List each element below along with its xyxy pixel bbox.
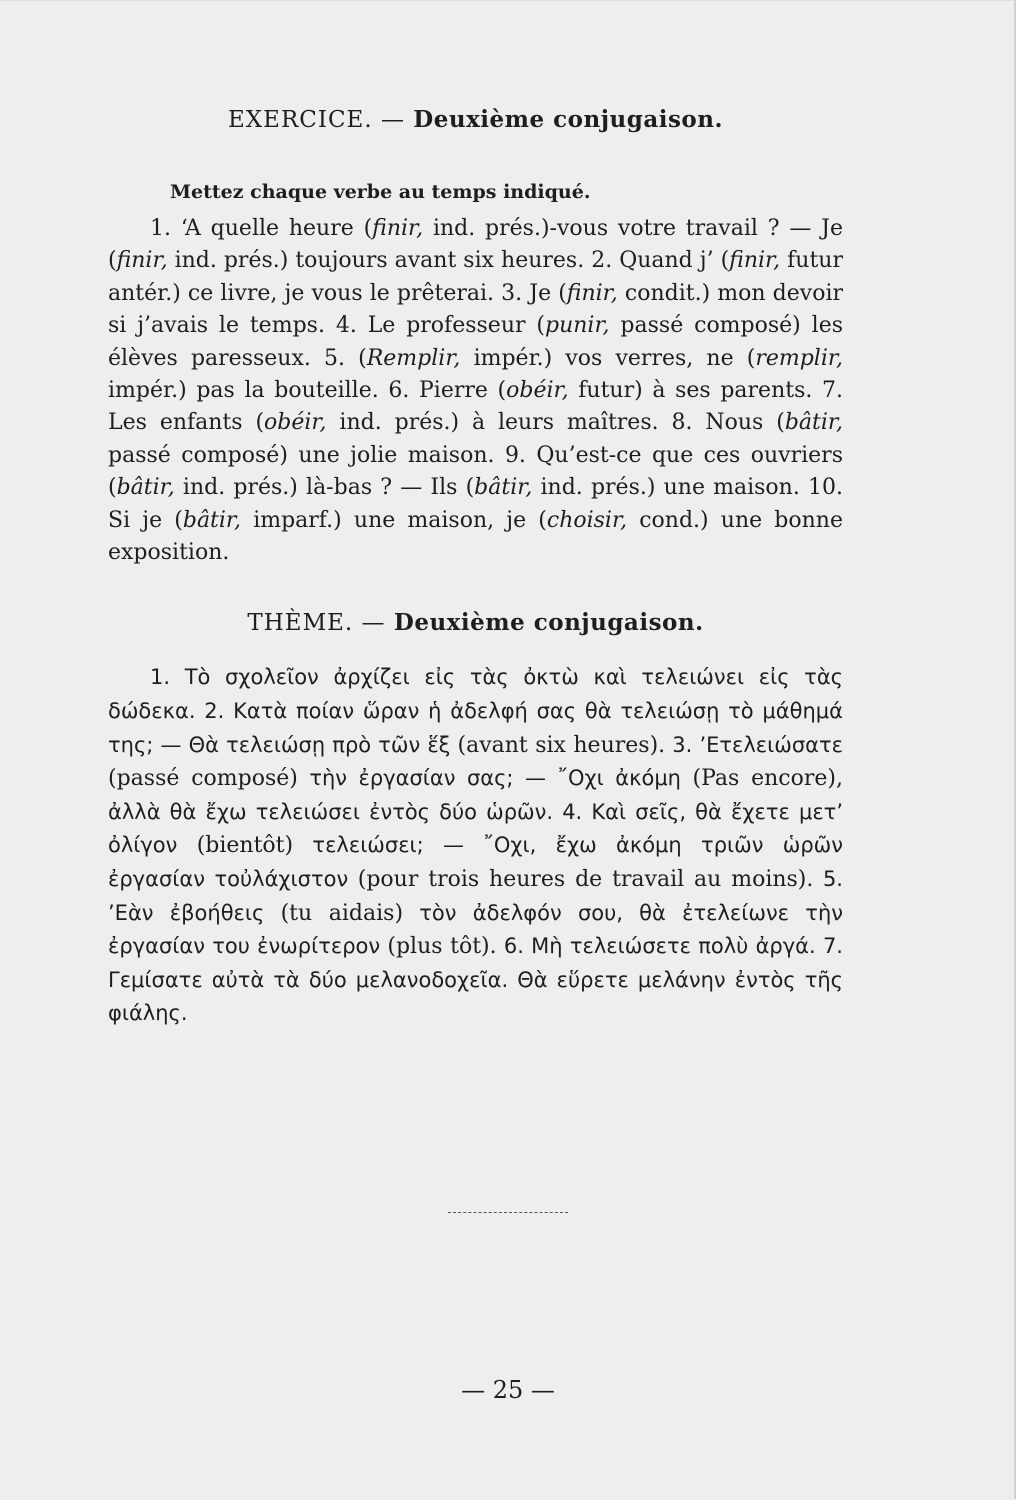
section-divider	[448, 1212, 568, 1213]
theme-segment: (bientôt)	[196, 833, 294, 859]
exercise-segment: bâtir,	[182, 507, 242, 533]
exercise-segment: futur antér.) ce livre, je vous le prêterai. 3. Je (	[108, 248, 843, 306]
theme-segment: ἀλλὰ θὰ ἔχω τελειώσει ἐντὸς δύο ὡρῶν. 4. Καὶ σεῖς, θὰ ἔχετε μετ’ ὀλίγον	[108, 799, 843, 858]
exercise-segment: futur) à ses parents. 7. Les enfants (	[108, 378, 843, 436]
exercise-segment: passé composé) une jolie maison. 9. Qu’est-ce que ces ouvriers (	[108, 442, 843, 501]
exercise-segment: punir,	[544, 313, 610, 339]
exercise-segment: choisir,	[546, 507, 628, 533]
exercise-segment: obéir,	[264, 410, 327, 436]
theme-segment: 3. ’Ετελειώσατε	[665, 732, 843, 757]
exercise-segment: imparf.) une maison, je (	[241, 507, 547, 533]
theme-segment: (pour trois heures de travail au moins).	[357, 867, 814, 893]
exercise-title-prefix: EXERCICE. —	[228, 107, 414, 133]
theme-segment: τὴν ἐργασίαν σας; — ῎Οχι ἀκόμη	[297, 766, 693, 791]
theme-segment: 5. ’Εὰν ἐβοήθεις	[108, 867, 843, 925]
theme-title-bold: Deuxième conjugaison.	[393, 609, 704, 637]
theme-segment: (plus tôt).	[387, 934, 497, 960]
exercise-segment: ind. prés.)-vous votre travail ? — Je (	[108, 216, 843, 274]
exercise-segment: finir,	[729, 248, 781, 274]
exercise-segment: ind. prés.) là-bas ? — Ils (	[174, 475, 475, 501]
exercise-segment: cond.) une bonne exposition.	[108, 507, 843, 566]
exercise-segment: Remplir,	[366, 345, 461, 371]
exercise-segment: remplir,	[755, 345, 843, 371]
exercise-segment: bâtir,	[784, 410, 843, 436]
theme-segment: τὸν ἀδελφόν σου, θὰ ἐτελείωνε τὴν ἐργασίαν του ἐνωρίτερον	[108, 900, 843, 959]
exercise-segment: finir,	[566, 280, 618, 306]
exercise-segment: passé composé) les élèves paresseux. 5. (	[108, 313, 844, 371]
exercise-instruction: Mettez chaque verbe au temps indiqué.	[170, 181, 591, 203]
theme-segment: (passé composé)	[108, 766, 298, 792]
exercise-title-bold: Deuxième conjugaison.	[413, 106, 723, 133]
theme-text	[108, 661, 843, 1031]
theme-segment: τελειώσει; — ῎Οχι, ἔχω ἀκόμη τριῶν ὡρῶν ἐργασίαν τοὐλάχιστον	[108, 833, 843, 892]
exercise-segment: ind. prés.) une maison. 10. Si je (	[108, 475, 843, 533]
exercise-segment: finir,	[372, 216, 424, 241]
theme-segment: (avant six heures).	[457, 732, 666, 758]
exercise-segment: finir,	[116, 248, 168, 274]
exercise-segment: ind. prés.) toujours avant six heures. 2. Quand j’ (	[167, 248, 730, 274]
theme-segment: (tu aidais)	[280, 900, 404, 926]
theme-heading	[108, 609, 843, 636]
theme-segment: (Pas encore),	[692, 766, 843, 792]
exercise-segment: obéir,	[506, 378, 569, 404]
exercise-text	[108, 213, 843, 569]
exercise-segment: bâtir,	[116, 475, 175, 501]
exercise-segment: bâtir,	[474, 475, 533, 501]
exercise-segment: 1. ‘A quelle heure (	[150, 216, 373, 241]
page-content	[108, 98, 843, 1031]
exercise-segment: impér.) vos verres, ne (	[460, 345, 756, 371]
exercise-segment: ind. prés.) à leurs maîtres. 8. Nous (	[326, 410, 785, 436]
theme-title-prefix: THÈME. —	[247, 610, 394, 637]
theme-segment: 1. Τὸ σχολεῖον ἀρχίζει εἰς τὰς ὀκτὼ καὶ τελειώνει εἰς τὰς δώδεκα. 2. Κατὰ ποίαν ὥραν ἡ ἀδελφή σας θὰ τελειώσῃ τὸ μάθημά της; — Θὰ τελειώσῃ πρὸ τῶν ἕξ	[108, 665, 843, 757]
exercise-heading	[108, 106, 843, 133]
theme-segment: 6. Μὴ τελειώσετε πολὺ ἀργά. 7. Γεμίσατε αὐτὰ τὰ δύο μελανοδοχεῖα. Θὰ εὕρετε μελάνην ἐντὸς τῆς φιάλης.	[108, 934, 843, 1026]
exercise-segment: condit.) mon devoir si j’avais le temps. 4. Le professeur (	[108, 280, 843, 339]
exercise-segment: impér.) pas la bouteille. 6. Pierre (	[108, 378, 507, 404]
page-number: — 25 —	[461, 1376, 555, 1404]
